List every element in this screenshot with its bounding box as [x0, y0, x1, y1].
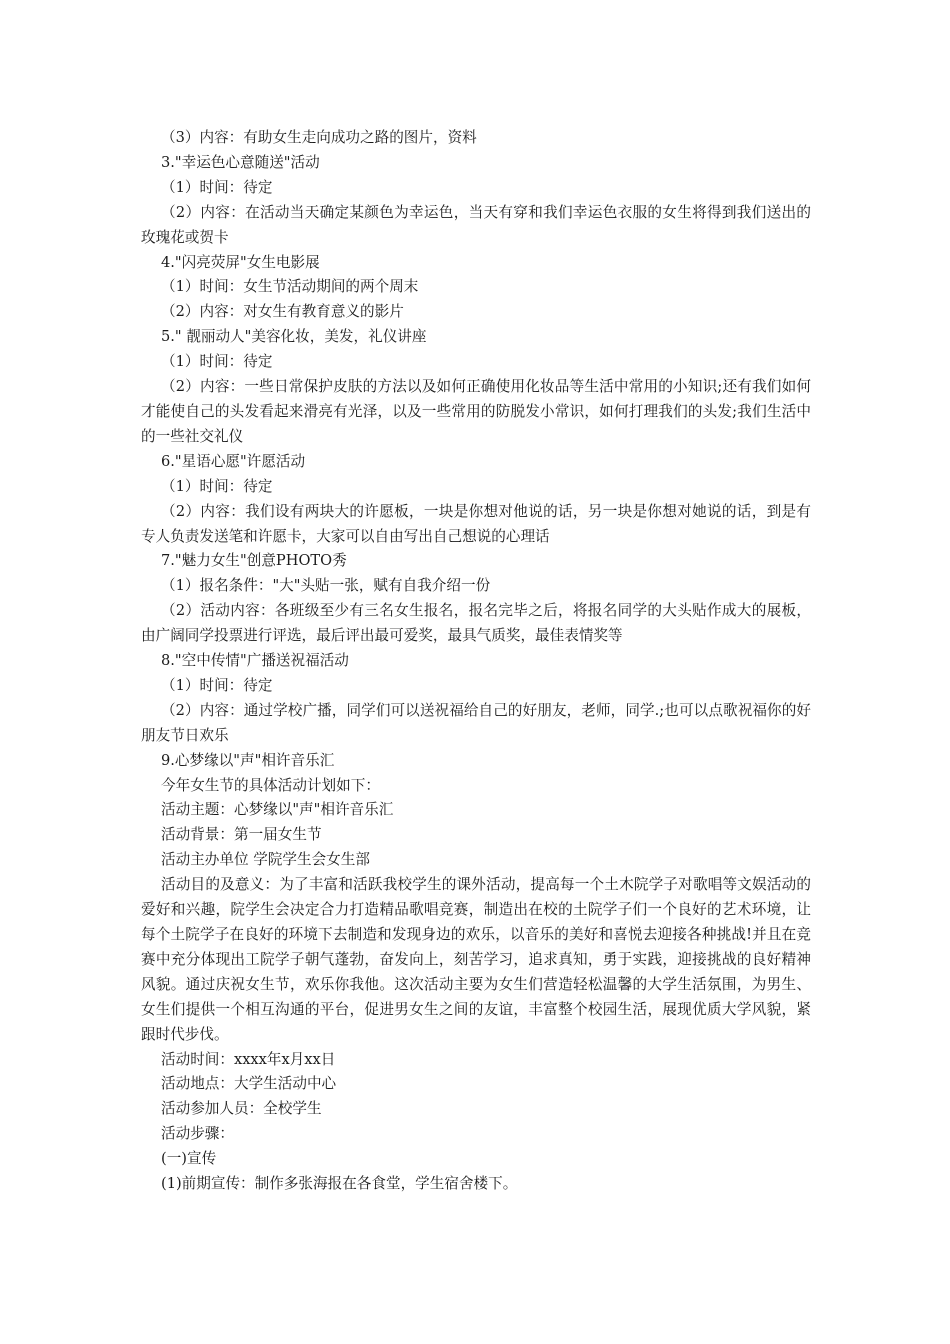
paragraph: （2）内容：我们设有两块大的许愿板，一块是你想对他说的话，另一块是你想对她说的话，到是有专人负责发送笔和许愿卡，大家可以自由写出自己想说的心理话: [141, 502, 811, 545]
paragraph: 活动背景：第一届女生节: [161, 826, 322, 844]
paragraph: （1）时间：女生节活动期间的两个周末: [161, 278, 419, 296]
section-heading: (一)宣传: [161, 1150, 217, 1168]
paragraph: 活动目的及意义：为了丰富和活跃我校学生的课外活动，提高每一个土木院学子对歌唱等文娱活动的爱好和兴趣，院学生会决定合力打造精品歌唱竞赛，制造出在校的土院学子们一个良好的艺术环境，让每个土院学子在良好的环境下去制造和发现身边的欢乐，以音乐的美好和喜悦去迎接各种挑战!并且在竞赛中充分体现出工院学子朝气蓬勃，奋发向上，刻苦学习，追求真知，勇于实践，迎接挑战的良好精神风貌。通过庆祝女生节，欢乐你我他。这次活动主要为女生们营造轻松温馨的大学生活氛围，为男生、女生们提供一个相互沟通的平台，促进男女生之间的友谊，丰富整个校园生活，展现优质大学风貌，紧跟时代步伐。: [141, 876, 811, 1043]
section-heading: 7."魅力女生"创意PHOTO秀: [161, 552, 347, 570]
paragraph: (1)前期宣传：制作多张海报在各食堂，学生宿舍楼下。: [161, 1175, 518, 1193]
paragraph: （1）时间：待定: [161, 676, 273, 694]
section-heading: 4."闪亮荧屏"女生电影展: [161, 253, 320, 271]
paragraph: 活动主题：心梦缘以"声"相许音乐汇: [161, 801, 394, 819]
paragraph: （1）报名条件："大"头贴一张，赋有自我介绍一份: [161, 577, 491, 595]
paragraph: （2）活动内容：各班级至少有三名女生报名，报名完毕之后，将报名同学的大头贴作成大的展板，由广阔同学投票进行评选，最后评出最可爱奖，最具气质奖，最佳表情奖等: [141, 602, 811, 645]
paragraph: （1）时间：待定: [161, 477, 273, 495]
paragraph: （2）内容：一些日常保护皮肤的方法以及如何正确使用化妆品等生活中常用的小知识;还有我们如何才能使自己的头发看起来滑亮有光泽，以及一些常用的防脱发小常识，如何打理我们的头发;我们生活中的一些社交礼仪: [141, 378, 811, 445]
paragraph: 活动地点：大学生活动中心: [161, 1075, 337, 1093]
section-heading: 3."幸运色心意随送"活动: [161, 153, 320, 171]
section-heading: 6."星语心愿"许愿活动: [161, 452, 306, 470]
paragraph: （1）时间：待定: [161, 353, 273, 371]
paragraph: 活动步骤：: [161, 1125, 234, 1143]
paragraph: 活动主办单位 学院学生会女生部: [161, 851, 370, 869]
paragraph: 活动时间：xxxx年x月xx日: [161, 1050, 336, 1068]
paragraph: （2）内容：对女生有教育意义的影片: [161, 303, 404, 321]
paragraph: （2）内容：在活动当天确定某颜色为幸运色，当天有穿和我们幸运色衣服的女生将得到我们送出的玫瑰花或贺卡: [141, 203, 811, 246]
paragraph: （3）内容：有助女生走向成功之路的图片，资料: [161, 129, 477, 146]
section-heading: 5." 靓丽动人"美容化妆，美发，礼仪讲座: [161, 328, 427, 346]
document-body: [141, 126, 811, 1197]
paragraph: 活动参加人员：全校学生: [161, 1100, 322, 1118]
section-heading: 8."空中传情"广播送祝福活动: [161, 652, 349, 670]
paragraph: （2）内容：通过学校广播，同学们可以送祝福给自己的好朋友，老师，同学.;也可以点歌祝福你的好朋友节日欢乐: [141, 701, 811, 744]
section-heading: 9.心梦缘以"声"相许音乐汇: [161, 751, 335, 769]
paragraph: 今年女生节的具体活动计划如下：: [161, 776, 380, 794]
paragraph: （1）时间：待定: [161, 178, 273, 196]
